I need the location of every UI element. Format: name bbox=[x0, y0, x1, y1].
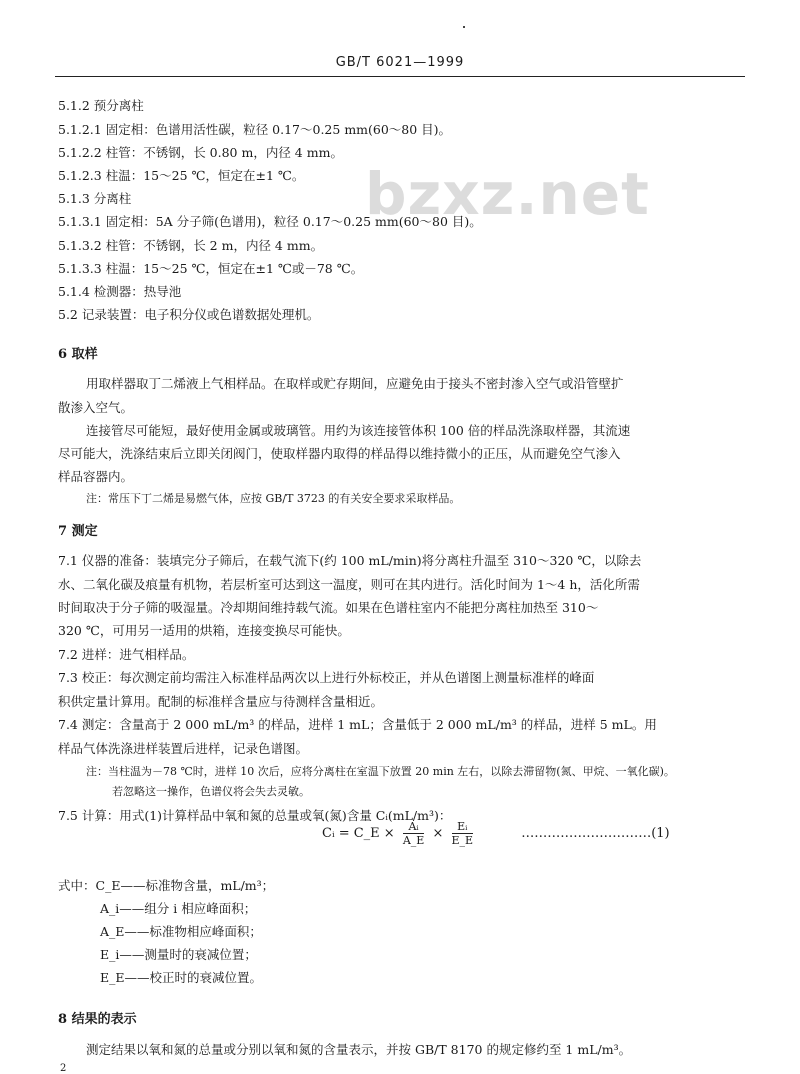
clause-7-5: 7.5 计算：用式(1)计算样品中氧和氮的总量或氧(氮)含量 Cᵢ(mL/m³)： bbox=[58, 808, 452, 823]
clause-7-2: 7.2 进样：进气相样品。 bbox=[58, 647, 195, 662]
equation-number: …………………………(1) bbox=[521, 826, 670, 841]
where-definition: A_i——组分 i 相应峰面积； bbox=[100, 901, 257, 916]
fraction-area bbox=[403, 820, 424, 847]
paragraph-line: 用取样器取丁二烯液上气相样品。在取样或贮存期间，应避免由于接头不密封渗入空气或沿管壁扩 bbox=[86, 376, 624, 391]
clause-5-1-2: 5.1.2 预分离柱 bbox=[58, 98, 144, 113]
section-8-heading: 8 结果的表示 bbox=[58, 1012, 137, 1027]
paragraph-line: 水、二氧化碳及痕量有机物，若层析室可达到这一温度，则可在其内进行。活化时间为 1～4 h，活化所需 bbox=[58, 577, 640, 592]
section-6-heading: 6 取样 bbox=[58, 347, 98, 362]
clause-5-1-3-2: 5.1.3.2 柱管：不锈钢，长 2 m，内径 4 mm。 bbox=[58, 238, 324, 253]
clause-5-1-2-3: 5.1.2.3 柱温：15～25 ℃，恒定在±1 ℃。 bbox=[58, 168, 305, 183]
note: 若忽略这一操作，色谱仪将会失去灵敏。 bbox=[112, 785, 310, 798]
fraction-denominator: E_E bbox=[451, 834, 474, 847]
paragraph-line: 积供定量计算用。配制的标准样含量应与待测样含量相近。 bbox=[58, 694, 384, 709]
fraction-attenuation bbox=[452, 820, 474, 847]
scan-speck bbox=[463, 26, 465, 28]
where-definition: A_E——标准物相应峰面积； bbox=[100, 924, 262, 939]
page-marker: 2 bbox=[60, 1063, 67, 1074]
section-7-heading: 7 测定 bbox=[58, 524, 98, 539]
fraction-denominator: A_E bbox=[402, 834, 425, 847]
times-sign: × bbox=[432, 826, 444, 841]
where-definition: E_E——校正时的衰减位置。 bbox=[100, 970, 262, 985]
equation-1 bbox=[322, 820, 670, 847]
paragraph-line: 散渗入空气。 bbox=[58, 400, 134, 415]
note: 注：当柱温为－78 ℃时，进样 10 次后，应将分离柱在室温下放置 20 min 左右，以除去滞留物(氮、甲烷、一氧化碳)。 bbox=[86, 765, 675, 778]
clause-7-1: 7.1 仪器的准备：装填完分子筛后，在载气流下(约 100 mL/min)将分离柱升温至 310～320 ℃，以除去 bbox=[58, 553, 642, 568]
paragraph-line: 尽可能大，洗涤结束后立即关闭阀门，使取样器内取得的样品得以维持微小的正压，从而避免空气渗入 bbox=[58, 446, 621, 461]
clause-5-1-2-2: 5.1.2.2 柱管：不锈钢，长 0.80 m，内径 4 mm。 bbox=[58, 145, 343, 160]
paragraph-line: 样品容器内。 bbox=[58, 469, 134, 484]
paragraph-line: 时间取决于分子筛的吸湿量。冷却期间维持载气流。如果在色谱柱室内不能把分离柱加热至 310～ bbox=[58, 600, 599, 615]
clause-5-1-4: 5.1.4 检测器：热导池 bbox=[58, 284, 182, 299]
fraction-numerator: Aᵢ bbox=[408, 820, 419, 833]
paragraph-line: 连接管尽可能短，最好使用金属或玻璃管。用约为该连接管体积 100 倍的样品洗涤取样器，其流速 bbox=[86, 423, 631, 438]
clause-7-3: 7.3 校正：每次测定前均需注入标准样品两次以上进行外标校正，并从色谱图上测量标准样的峰面 bbox=[58, 670, 595, 685]
header-rule bbox=[55, 76, 745, 77]
note: 注：常压下丁二烯是易燃气体，应按 GB/T 3723 的有关安全要求采取样品。 bbox=[86, 492, 461, 505]
paragraph-line: 测定结果以氧和氮的总量或分别以氧和氮的含量表示，并按 GB/T 8170 的规定修约至 1 mL/m³。 bbox=[86, 1042, 632, 1057]
fraction-numerator: Eᵢ bbox=[457, 820, 468, 833]
clause-5-2: 5.2 记录装置：电子积分仪或色谱数据处理机。 bbox=[58, 307, 320, 322]
where-definition: 式中：C_E——标准物含量，mL/m³； bbox=[58, 878, 275, 893]
watermark: bzxz.net bbox=[365, 160, 650, 228]
clause-5-1-3: 5.1.3 分离柱 bbox=[58, 191, 132, 206]
paragraph-line: 样品气体洗涤进样装置后进样，记录色谱图。 bbox=[58, 741, 309, 756]
where-definition: E_i——测量时的衰减位置； bbox=[100, 947, 257, 962]
clause-5-1-3-3: 5.1.3.3 柱温：15～25 ℃，恒定在±1 ℃或－78 ℃。 bbox=[58, 261, 364, 276]
page-header: GB/T 6021—1999 bbox=[335, 55, 465, 70]
clause-5-1-3-1: 5.1.3.1 固定相：5A 分子筛(色谱用)，粒径 0.17～0.25 mm(60～80 目)。 bbox=[58, 214, 482, 229]
clause-5-1-2-1: 5.1.2.1 固定相：色谱用活性碳，粒径 0.17～0.25 mm(60～80 目)。 bbox=[58, 122, 452, 137]
paragraph-line: 320 ℃，可用另一适用的烘箱，连接变换尽可能快。 bbox=[58, 623, 350, 638]
clause-7-4: 7.4 测定：含量高于 2 000 mL/m³ 的样品，进样 1 mL；含量低于 2 000 mL/m³ 的样品，进样 5 mL。用 bbox=[58, 717, 657, 732]
equation-lhs: Cᵢ = C_E × bbox=[322, 826, 395, 841]
